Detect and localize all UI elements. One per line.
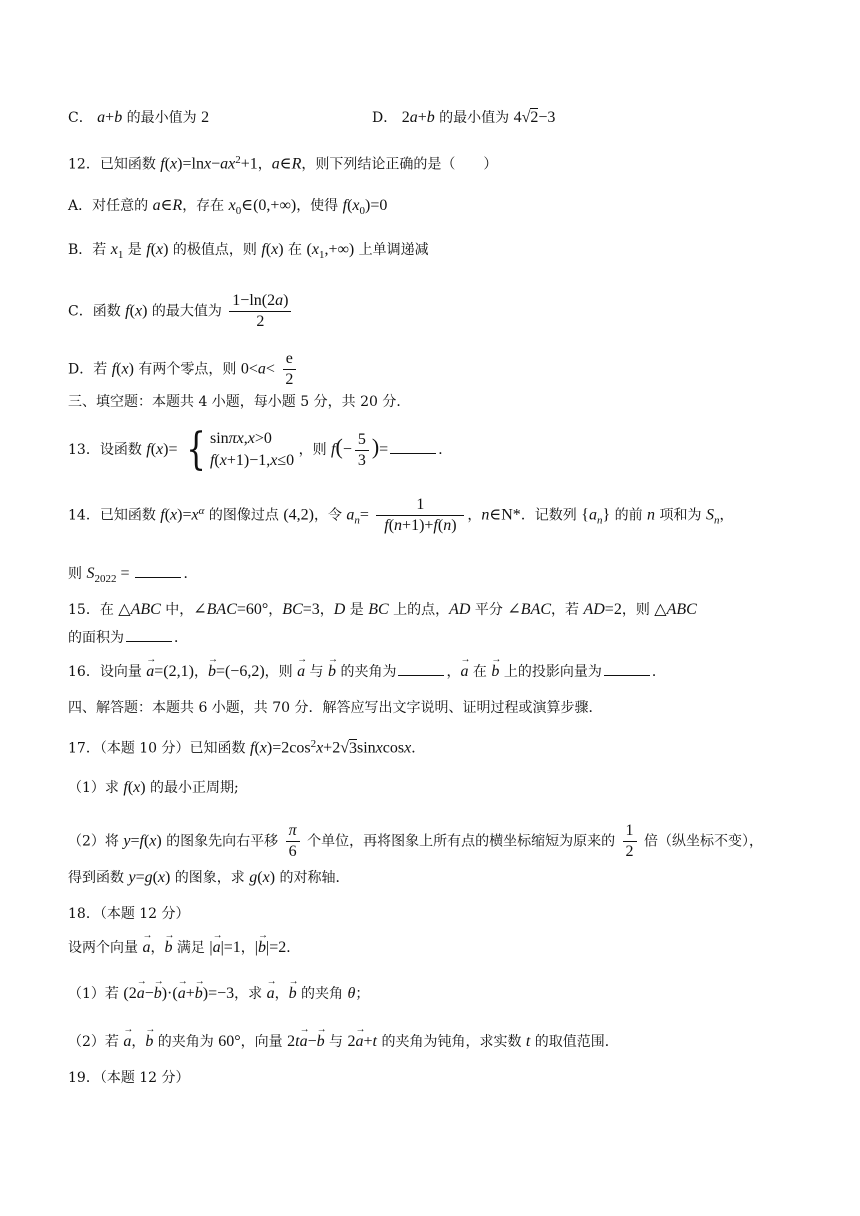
q17-part2a: （2）将 y=f(x) 的图象先向右平移 $\frac{\pi}{6}$ 个单位，再将图象上所有点的横坐标缩短为原来的 $\frac{1}{2}$ 倍（纵坐标不变）， xyxy=(68,822,763,860)
q12-option-b: B．若 $x_1$ 是 f(x) 的极值点，则 f(x) 在 $(x_1,+\infty)$ 上单调递减 xyxy=(68,241,429,261)
q13: 13．设函数 f(x)= { sinπx,x>0 f(x+1)−1,x≤0 ，则 f(− $\frac{5}{3}$ )= ． xyxy=(68,424,453,475)
q17-part2b: 得到函数 y=g(x) 的图象，求 g(x) 的对称轴． xyxy=(68,869,350,886)
q12-option-a: A．对任意的 a∈R，存在 $x_0\in(0,+\infty)$，使得 $f(x_0)=0$ xyxy=(68,197,388,217)
q16: 16．设向量 → a=(2,1)，→ b=(−6,2)，则 → a 与 → b 的夹角为 ，→ a 在 → b 上的投影向量为 ． xyxy=(68,662,666,682)
q18-stem: 18．（本题 12 分） xyxy=(68,906,190,922)
q15-line1: 15．在 △ABC 中，∠BAC=60°，BC=3，D 是 BC 上的点，AD 平分 ∠BAC，若 AD=2，则 △ABC xyxy=(68,601,697,618)
q19-stem: 19．（本题 12 分） xyxy=(68,1070,190,1086)
q12-stem: 12．已知函数 $f(x)=\ln x-ax^2+1$，a∈R，则下列结论正确的是（ ） xyxy=(68,154,498,173)
q14-line2: 则 $S_{2022}$ = ． xyxy=(68,565,198,585)
q17-part1: （1）求 f(x) 的最小正周期; xyxy=(68,779,239,796)
section-4-heading: 四、解答题：本题共 6 小题，共 70 分．解答应写出文字说明、证明过程或演算步骤． xyxy=(68,700,603,716)
q14-line1: 14．已知函数 $f(x)=x^\alpha$ 的图像过点 (4,2)，令 $a_n=$ $\frac{1}{f(n+1)+f(n)}$ ，n∈N*．记数列 $\{a_n\}$ 的前 n 项和为 $S_n$， xyxy=(68,496,734,534)
q12-option-c: C．函数 f(x) 的最大值为 $\frac{1-\ln(2a)}{2}$ xyxy=(68,292,294,331)
q15-line2: 的面积为 ． xyxy=(68,630,188,646)
q12-option-d: D．若 f(x) 有两个零点，则 0<a< $\frac{e}{2}$ xyxy=(68,350,299,389)
q11-option-c: C． a+b 的最小值为 2 xyxy=(68,109,210,126)
q18-part2: （2）若 → a，→ b 的夹角为 60°，向量 2t→ a−→ b 与 2→ a+t 的夹角为钝角，求实数 t 的取值范围． xyxy=(68,1032,619,1052)
q18-given: 设两个向量 → a，→ b 满足 |→ a|=1，|→ b|=2． xyxy=(68,938,300,958)
q18-part1: （1）若 (2→ a−→ b)·(→ a+→ b)=−3，求 → a，→ b 的夹角 θ； xyxy=(68,984,369,1004)
q17-stem: 17．（本题 10 分）已知函数 $f(x)=2\cos^2x+2√3sinxcosx$． xyxy=(68,738,426,757)
q11-option-d: D． 2a+b 的最小值为 4√2−3 xyxy=(372,109,556,126)
section-3-heading: 三、填空题：本题共 4 小题，每小题 5 分，共 20 分． xyxy=(68,394,411,410)
